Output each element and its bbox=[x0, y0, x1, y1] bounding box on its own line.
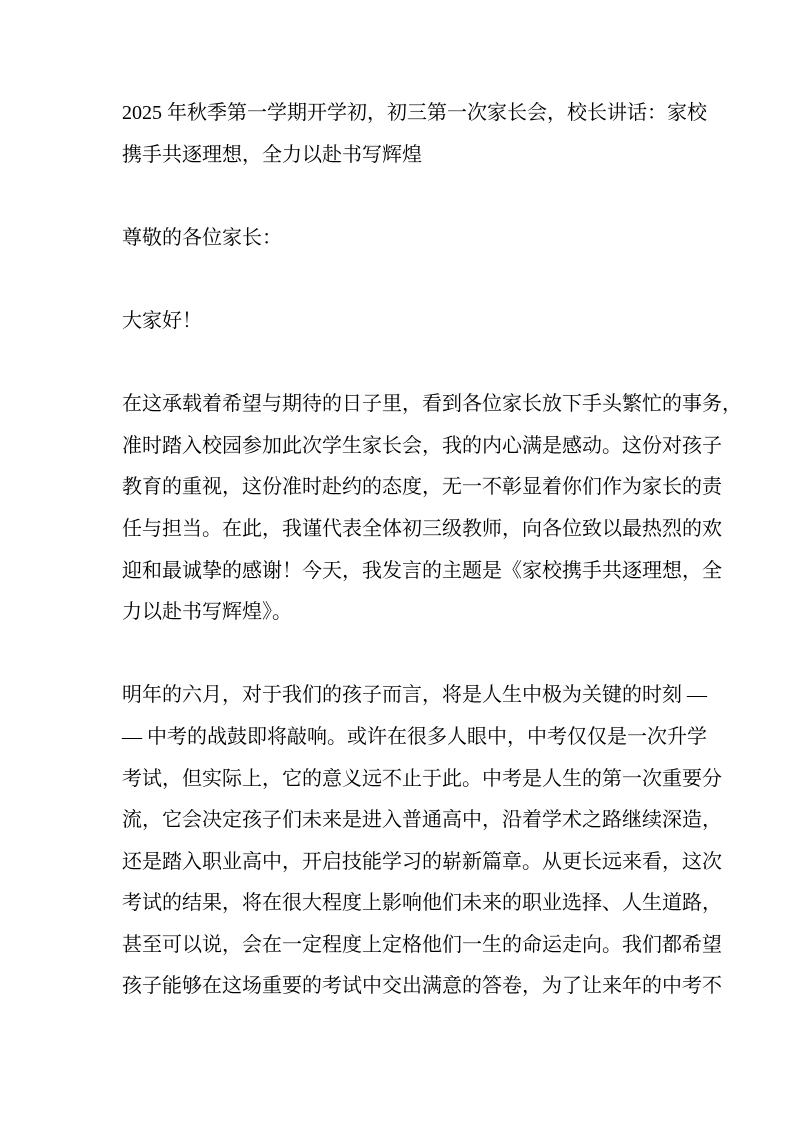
text-line: 携手共逐理想，全力以赴书写辉煌 bbox=[122, 143, 422, 166]
text-line: 还是踏入职业高中，开启技能学习的崭新篇章。从更长远来看，这次 bbox=[122, 850, 722, 873]
text-line: 大家好！ bbox=[122, 309, 202, 332]
text-line: 准时踏入校园参加此次学生家长会，我的内心满是感动。这份对孩子 bbox=[122, 434, 722, 457]
paragraph bbox=[122, 675, 722, 1008]
text-line: 力以赴书写辉煌》。 bbox=[122, 601, 292, 624]
paragraph bbox=[122, 301, 672, 343]
text-line: 尊敬的各位家长： bbox=[122, 226, 282, 249]
document-paragraphs bbox=[122, 218, 742, 1008]
text-line: 明年的六月，对于我们的孩子而言，将是人生中极为关键的时刻 — bbox=[122, 684, 707, 707]
text-line: 在这承载着希望与期待的日子里，看到各位家长放下手头繁忙的事务， bbox=[122, 393, 742, 416]
text-line: — 中考的战鼓即将敲响。或许在很多人眼中，中考仅仅是一次升学 bbox=[122, 725, 707, 748]
text-line: 甚至可以说，会在一定程度上定格他们一生的命运走向。我们都希望 bbox=[122, 933, 722, 956]
text-line: 流，它会决定孩子们未来是进入普通高中，沿着学术之路继续深造， bbox=[122, 809, 722, 832]
paragraph bbox=[122, 218, 672, 260]
document-body bbox=[122, 93, 742, 1008]
text-line: 2025 年秋季第一学期开学初，初三第一次家长会，校长讲话：家校 bbox=[122, 102, 707, 124]
text-line: 任与担当。在此，我谨代表全体初三级教师，向各位致以最热烈的欢 bbox=[122, 517, 722, 540]
text-line: 迎和最诚挚的感谢！今天，我发言的主题是《家校携手共逐理想，全 bbox=[122, 559, 722, 582]
paragraph bbox=[122, 384, 742, 634]
document-title bbox=[122, 93, 707, 176]
text-line: 教育的重视，这份准时赴约的态度，无一不彰显着你们作为家长的责 bbox=[122, 476, 722, 499]
text-line: 孩子能够在这场重要的考试中交出满意的答卷，为了让来年的中考不 bbox=[122, 975, 722, 998]
text-line: 考试的结果，将在很大程度上影响他们未来的职业选择、人生道路， bbox=[122, 892, 722, 915]
text-line: 考试，但实际上，它的意义远不止于此。中考是人生的第一次重要分 bbox=[122, 767, 722, 790]
